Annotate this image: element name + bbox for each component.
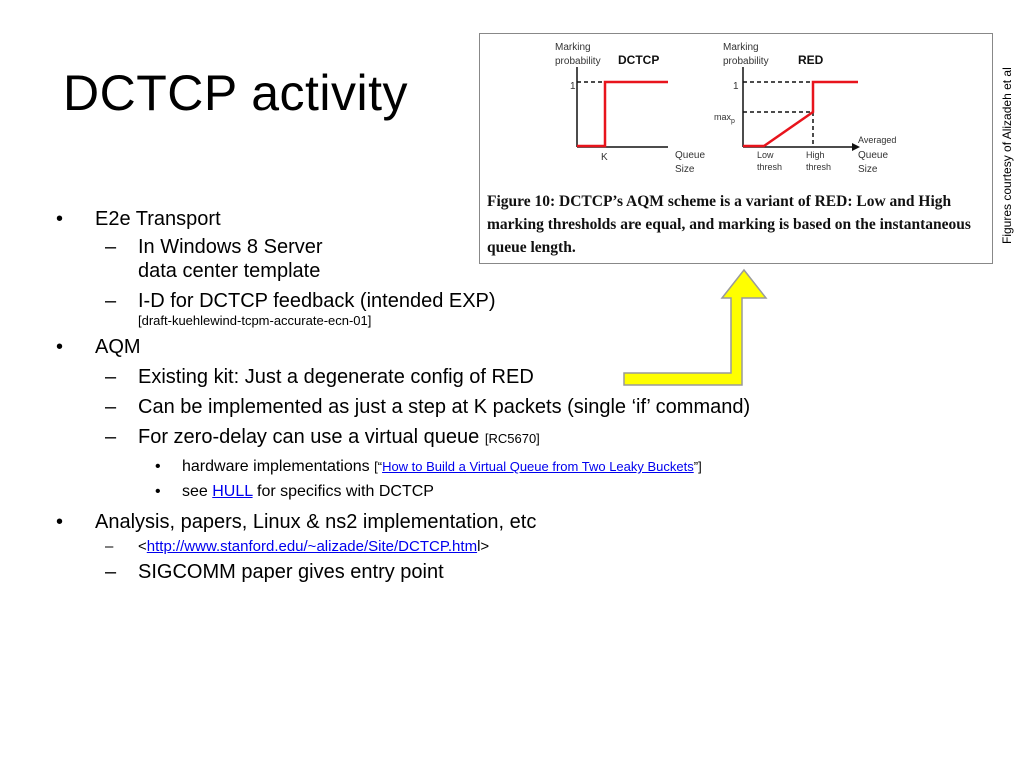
dctcp-k-label: K	[601, 152, 608, 163]
bullet-analysis-text: Analysis, papers, Linux & ns2 implementation, etc	[95, 511, 537, 533]
slide-title: DCTCP activity	[63, 65, 409, 121]
red-graph-title: RED	[798, 53, 824, 67]
stanford-dctcp-link[interactable]: http://www.stanford.edu/~alizade/Site/DCTCP.htm	[146, 538, 478, 555]
hull-rest-text: for specifics with DCTCP	[257, 483, 434, 500]
bullet-analysis	[52, 508, 872, 536]
bullet-mark: •	[155, 458, 161, 475]
windows-line-2: data center template	[138, 260, 321, 282]
red-maxp-text: max	[714, 112, 732, 122]
dctcp-graph-title: DCTCP	[618, 53, 660, 67]
sub-bullet-url	[52, 536, 872, 558]
kit-text: Existing kit: Just a degenerate config of RED	[138, 366, 534, 388]
dctcp-one-label: 1	[570, 81, 576, 92]
bullet-mark: •	[56, 336, 64, 358]
bullet-mark: •	[56, 511, 64, 533]
dctcp-xlabel-1: Queue	[675, 150, 706, 161]
url-open: <	[138, 538, 147, 555]
url-close: l>	[477, 538, 490, 555]
dash-mark: –	[105, 561, 117, 583]
see-text: see	[182, 483, 208, 500]
figure-credit: Figures courtesy of Alizadeh et al	[1000, 67, 1014, 244]
id-reference: [draft-kuehlewind-tcpm-accurate-ecn-01]	[138, 313, 372, 328]
sub-bullet-sigcomm	[52, 560, 872, 584]
leaky-buckets-link[interactable]: How to Build a Virtual Queue from Two Leaky Buckets	[382, 459, 694, 474]
dash-mark: –	[105, 538, 114, 555]
red-high-label-1: High	[806, 150, 825, 160]
red-low-label-1: Low	[757, 150, 774, 160]
sub-bullet-id	[52, 289, 872, 329]
red-xlabel-1: Averaged	[858, 135, 897, 145]
sub-bullet-kit	[52, 365, 872, 389]
hardware-close: ”]	[693, 459, 702, 474]
zero-delay-ref: [RC5670]	[484, 431, 540, 446]
hull-link[interactable]: HULL	[212, 483, 253, 500]
dctcp-step-curve	[577, 82, 668, 146]
red-maxp-label	[714, 112, 735, 125]
bullet-e2e	[52, 205, 872, 233]
red-low-label-2: thresh	[757, 162, 783, 172]
bullet-e2e-text: E2e Transport	[95, 208, 221, 230]
red-ylabel-2: probability	[723, 56, 769, 67]
dash-mark: –	[105, 236, 117, 258]
red-ylabel-1: Marking	[723, 42, 759, 53]
sub-sub-bullet-hull	[52, 479, 872, 504]
hardware-text: hardware implementations	[182, 458, 370, 475]
id-text: I-D for DCTCP feedback (intended EXP)	[138, 290, 496, 312]
sigcomm-text: SIGCOMM paper gives entry point	[138, 561, 444, 583]
dctcp-xlabel-2: Size	[675, 164, 695, 175]
red-maxp-sub: p	[731, 118, 735, 125]
dash-mark: –	[105, 290, 117, 312]
red-one-label: 1	[733, 81, 739, 92]
sub-bullet-step	[52, 395, 872, 419]
step-text: Can be implemented as just a step at K packets (single ‘if’ command)	[138, 396, 751, 418]
red-high-label-2: thresh	[806, 162, 832, 172]
sub-sub-bullet-hardware	[52, 454, 872, 479]
dash-mark: –	[105, 396, 117, 418]
sub-bullet-zero-delay	[52, 425, 872, 451]
red-xlabel-3: Size	[858, 164, 878, 175]
bullet-mark: •	[56, 208, 64, 230]
bullet-list	[52, 205, 872, 584]
zero-delay-text: For zero-delay can use a virtual queue	[138, 426, 480, 448]
sub-bullet-windows	[52, 235, 872, 283]
figure-caption: Figure 10: DCTCP’s AQM scheme is a variant of RED: Low and High marking thresholds are equal, and marking is based on the instantaneous queue length.	[487, 193, 971, 256]
dash-mark: –	[105, 426, 117, 448]
dctcp-ylabel-2: probability	[555, 56, 601, 67]
dash-mark: –	[105, 366, 117, 388]
bullet-mark: •	[155, 483, 161, 500]
dctcp-ylabel-1: Marking	[555, 42, 591, 53]
bullet-aqm-text: AQM	[95, 336, 141, 358]
bullet-aqm	[52, 333, 872, 361]
red-ramp-curve	[743, 82, 858, 146]
hardware-open: [“	[374, 459, 383, 474]
windows-line-1: In Windows 8 Server	[138, 236, 323, 258]
red-xlabel-2: Queue	[858, 150, 889, 161]
